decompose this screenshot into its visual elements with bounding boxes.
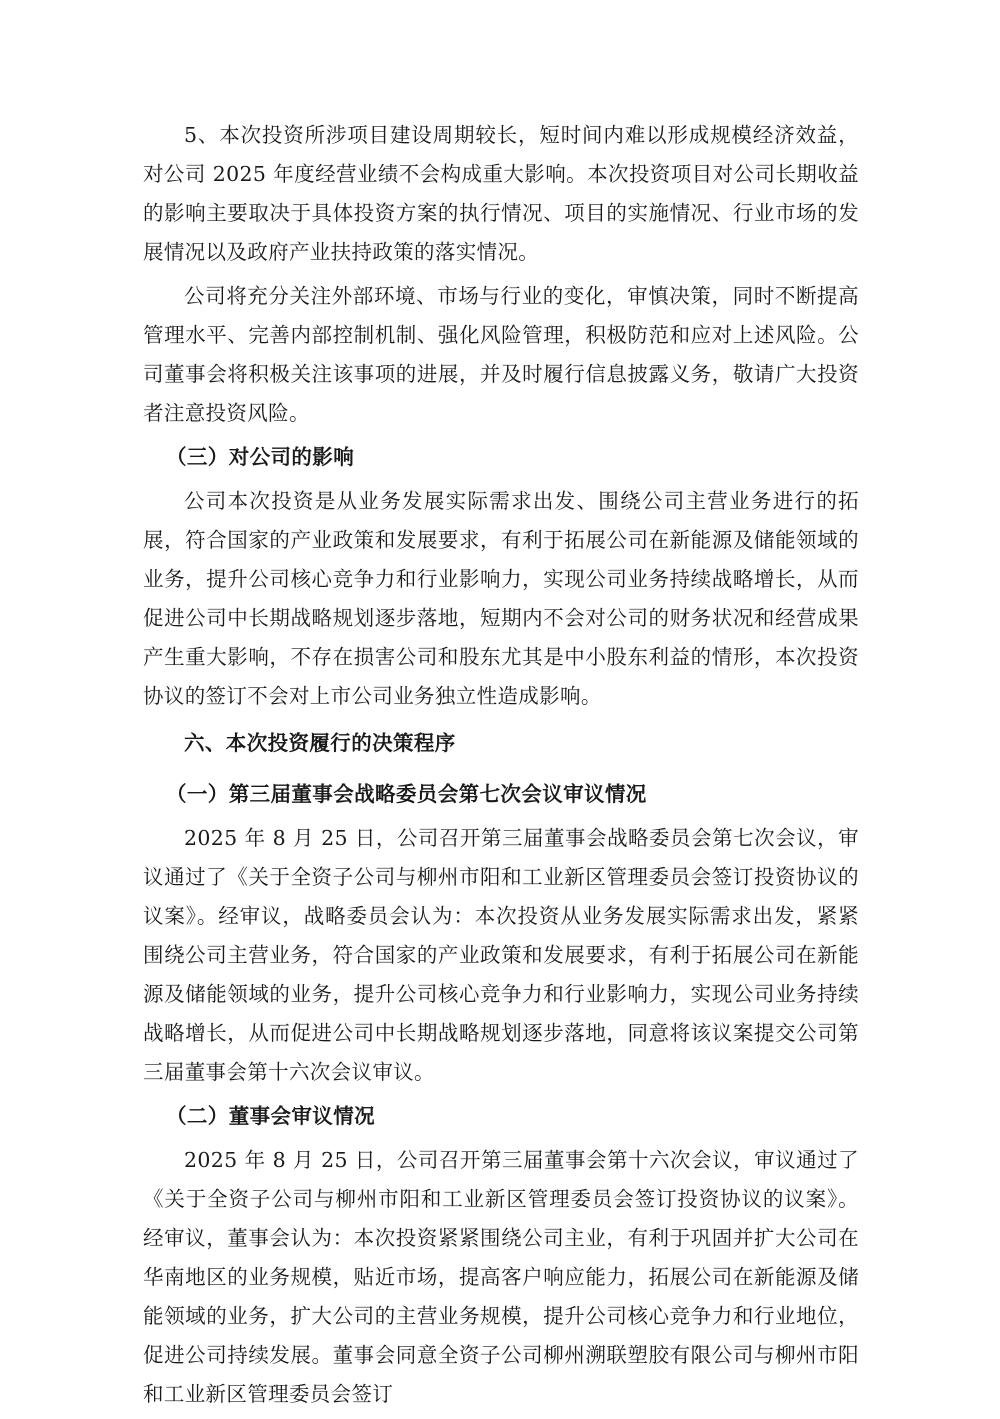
decision-procedure-section-title: 六、本次投资履行的决策程序 [184, 731, 456, 755]
risk-response-paragraph: 公司将充分关注外部环境、市场与行业的变化，审慎决策，同时不断提高管理水平、完善内部控制机制、强化风险管理，积极防范和应对上述风险。公司董事会将积极关注该事项的进展，并及时履行信息披露义务，敬请广大投资者注意投资风险。 [143, 284, 859, 425]
board-review-subheading: （二）董事会审议情况 [166, 1104, 375, 1128]
impact-paragraph: 公司本次投资是从业务发展实际需求出发、围绕公司主营业务进行的拓展，符合国家的产业政策和发展要求，有利于拓展公司在新能源及储能领域的业务，提升公司核心竞争力和行业影响力，实现公司业务持续战略增长，从而促进公司中长期战略规划逐步落地，短期内不会对公司的财务状况和经营成果产生重大影响，不存在损害公司和股东尤其是中小股东利益的情形，本次投资协议的签订不会对上市公司业务独立性造成影响。 [143, 489, 859, 708]
board-review-paragraph: 2025 年 8 月 25 日，公司召开第三届董事会第十六次会议，审议通过了《关于全资子公司与柳州市阳和工业新区管理委员会签订投资协议的议案》。经审议，董事会认为：本次投资紧紧围绕公司主业，有利于巩固并扩大公司在华南地区的业务规模，贴近市场，提高客户响应能力，拓展公司在新能源及储能领域的业务，扩大公司的主营业务规模，提升公司核心竞争力和行业地位，促进公司持续发展。董事会同意全资子公司柳州溯联塑胶有限公司与柳州市阳和工业新区管理委员会签订 [143, 1148, 859, 1406]
strategy-committee-subheading: （一）第三届董事会战略委员会第七次会议审议情况 [166, 782, 647, 806]
strategy-committee-paragraph: 2025 年 8 月 25 日，公司召开第三届董事会战略委员会第七次会议，审议通过了《关于全资子公司与柳州市阳和工业新区管理委员会签订投资协议的议案》。经审议，战略委员会认为：本次投资从业务发展实际需求出发，紧紧围绕公司主营业务，符合国家的产业政策和发展要求，有利于拓展公司在新能源及储能领域的业务，提升公司核心竞争力和行业影响力，实现公司业务持续战略增长，从而促进公司中长期战略规划逐步落地，同意将该议案提交公司第三届董事会第十六次会议审议。 [143, 826, 859, 1084]
document-body [143, 116, 859, 1419]
impact-subheading: （三）对公司的影响 [166, 445, 355, 469]
risk-item-5-paragraph: 5、本次投资所涉项目建设周期较长，短时间内难以形成规模经济效益，对公司 2025 年度经营业绩不会构成重大影响。本次投资项目对公司长期收益的影响主要取决于具体投资方案的执行情况、项目的实施情况、行业市场的发展情况以及政府产业扶持政策的落实情况。 [143, 123, 859, 264]
